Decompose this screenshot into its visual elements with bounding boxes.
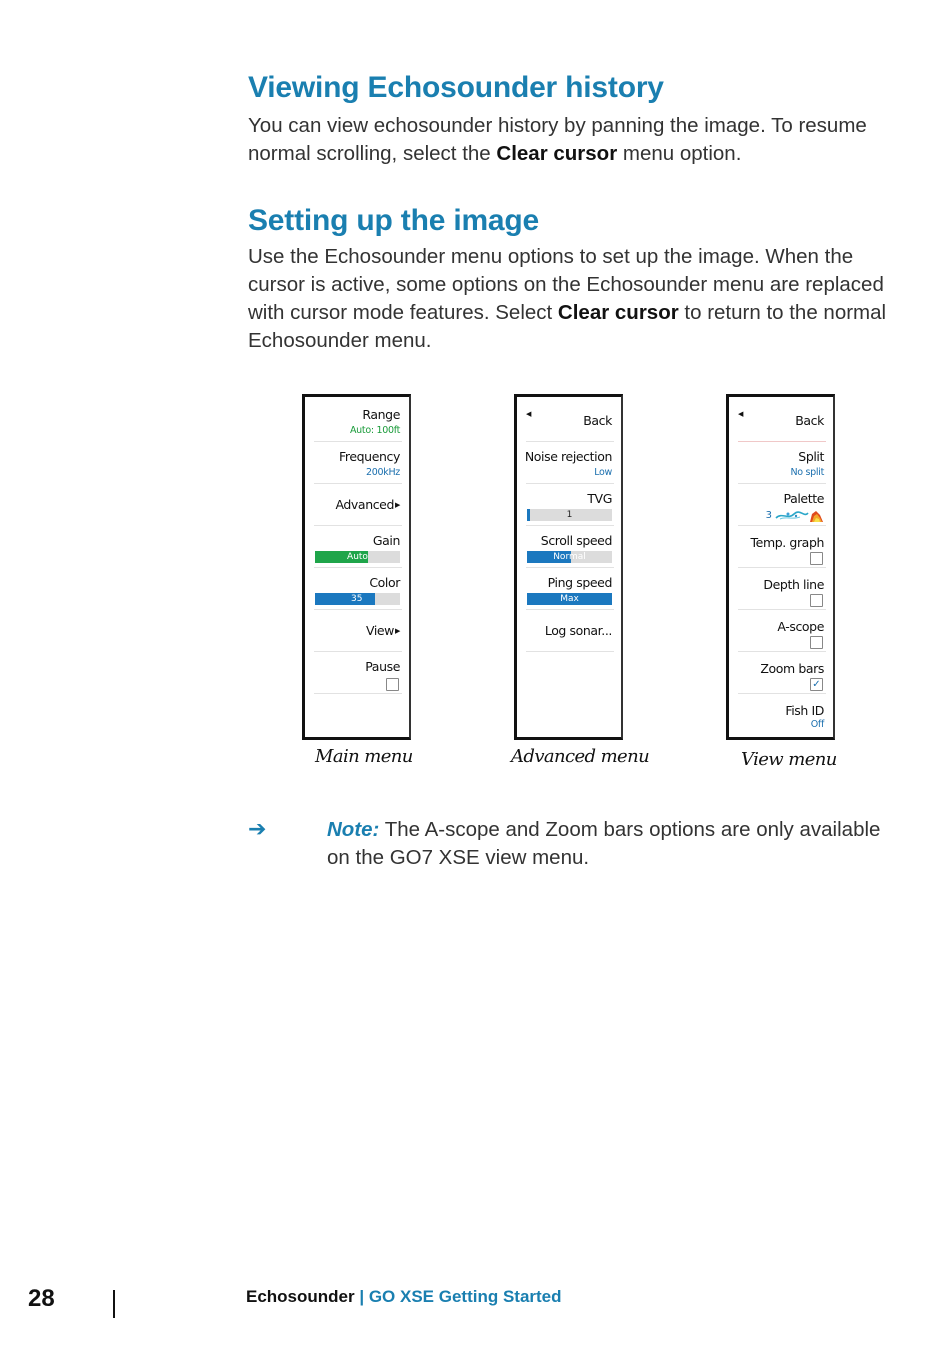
- back-label: Back: [583, 413, 612, 428]
- noise-rejection-value: Low: [594, 467, 612, 478]
- palette-label: Palette: [783, 491, 824, 506]
- menu-item-ping-speed[interactable]: [526, 567, 614, 610]
- main-menu-panel: [302, 394, 411, 740]
- split-value: No split: [790, 467, 824, 478]
- menu-item-zoom-bars[interactable]: [738, 651, 826, 694]
- menu-item-palette[interactable]: [738, 483, 826, 526]
- zoom-bars-label: Zoom bars: [760, 661, 824, 676]
- menu-item-split[interactable]: [738, 441, 826, 484]
- advanced-label: Advanced: [335, 497, 395, 512]
- palette-preview-icon: [774, 508, 824, 522]
- menu-item-log-sonar[interactable]: [526, 609, 614, 652]
- clear-cursor-term: Clear cursor: [496, 142, 618, 165]
- tvg-value: 1: [566, 510, 573, 520]
- menu-item-scroll-speed[interactable]: [526, 525, 614, 568]
- menu-item-noise-rejection[interactable]: [526, 441, 614, 484]
- advanced-menu-panel: [514, 394, 623, 740]
- a-scope-label: A-scope: [777, 619, 824, 634]
- frequency-label: Frequency: [339, 449, 400, 464]
- ping-speed-value: Max: [560, 594, 579, 604]
- heading-viewing-history: Viewing Echosounder history: [248, 71, 664, 104]
- footer-doc-title: GO XSE Getting Started: [368, 1287, 562, 1306]
- chevron-left-icon: ◀: [526, 410, 532, 418]
- arrow-right-icon: ➔: [248, 816, 267, 841]
- menu-item-fish-id[interactable]: [738, 693, 826, 735]
- menu-item-back[interactable]: [526, 399, 614, 442]
- menu-item-back[interactable]: [738, 399, 826, 442]
- chevron-right-icon: ▶: [395, 501, 400, 509]
- split-label: Split: [798, 449, 824, 464]
- footer-title: [246, 1287, 562, 1307]
- pause-label: Pause: [365, 659, 400, 674]
- gain-slider[interactable]: [315, 551, 400, 563]
- ping-speed-slider[interactable]: [527, 593, 612, 605]
- caption-view-menu: View menu: [741, 749, 837, 770]
- range-value: Auto: 100ft: [349, 425, 400, 436]
- menu-item-tvg[interactable]: [526, 483, 614, 526]
- view-menu-panel: [726, 394, 835, 740]
- back-label: Back: [795, 413, 824, 428]
- menu-item-gain[interactable]: [314, 525, 402, 568]
- tvg-label: TVG: [587, 491, 612, 506]
- caption-main-menu: Main menu: [315, 746, 413, 767]
- heading-setting-up-image: Setting up the image: [248, 204, 540, 237]
- depth-line-checkbox[interactable]: [810, 594, 823, 607]
- temp-graph-label: Temp. graph: [750, 535, 824, 550]
- log-sonar-label: Log sonar...: [544, 623, 612, 638]
- page-number: 28: [28, 1285, 55, 1312]
- footer-divider: [113, 1290, 115, 1318]
- depth-line-label: Depth line: [763, 577, 824, 592]
- footer-separator: |: [354, 1287, 369, 1306]
- menu-item-view[interactable]: [314, 609, 402, 652]
- footer-chapter: Echosounder: [246, 1287, 355, 1306]
- paragraph-viewing-history: You can view echosounder history by panning the image. To resume normal scrolling, select the Clear cursor menu option.: [248, 114, 867, 165]
- scroll-speed-value: Normal: [553, 552, 586, 562]
- a-scope-checkbox[interactable]: [810, 636, 823, 649]
- menu-item-pause[interactable]: [314, 651, 402, 694]
- scroll-speed-slider[interactable]: [527, 551, 612, 563]
- view-label: View: [365, 623, 395, 638]
- caption-advanced-menu: Advanced menu: [511, 746, 650, 767]
- frequency-value: 200kHz: [366, 467, 400, 478]
- zoom-bars-checkbox[interactable]: [810, 678, 823, 691]
- scroll-speed-label: Scroll speed: [540, 533, 612, 548]
- chevron-right-icon: ▶: [395, 627, 400, 635]
- paragraph-setting-up-image: Use the Echosounder menu options to set up the image. When the cursor is active, some options on the Echosounder menu are replaced with cursor mode features. Select Clear cursor to return to the normal Echosounder menu.: [248, 245, 887, 352]
- menu-item-advanced[interactable]: [314, 483, 402, 526]
- menu-item-depth-line[interactable]: [738, 567, 826, 610]
- temp-graph-checkbox[interactable]: [810, 552, 823, 565]
- color-label: Color: [369, 575, 400, 590]
- palette-value: 3: [765, 509, 772, 521]
- gain-label: Gain: [372, 533, 400, 548]
- color-slider[interactable]: [315, 593, 400, 605]
- menu-item-range[interactable]: [314, 399, 402, 442]
- menu-item-temp-graph[interactable]: [738, 525, 826, 568]
- check-icon: ✓: [812, 679, 821, 690]
- chevron-left-icon: ◀: [738, 410, 744, 418]
- pause-checkbox[interactable]: [386, 678, 399, 691]
- menu-item-color[interactable]: [314, 567, 402, 610]
- fish-id-value: Off: [810, 719, 824, 730]
- noise-rejection-label: Noise rejection: [524, 449, 612, 464]
- fish-id-label: Fish ID: [785, 703, 824, 718]
- gain-value: Auto: [347, 552, 368, 562]
- clear-cursor-term: Clear cursor: [557, 301, 679, 324]
- menu-item-frequency[interactable]: [314, 441, 402, 484]
- color-value: 35: [351, 594, 363, 604]
- range-label: Range: [362, 407, 400, 422]
- menu-item-a-scope[interactable]: [738, 609, 826, 652]
- note-text: The A-scope and Zoom bars options are only available on the GO7 XSE view menu.: [327, 818, 881, 869]
- note-label: Note:: [327, 818, 380, 841]
- ping-speed-label: Ping speed: [547, 575, 612, 590]
- tvg-slider[interactable]: [527, 509, 612, 521]
- note-paragraph: [327, 816, 887, 872]
